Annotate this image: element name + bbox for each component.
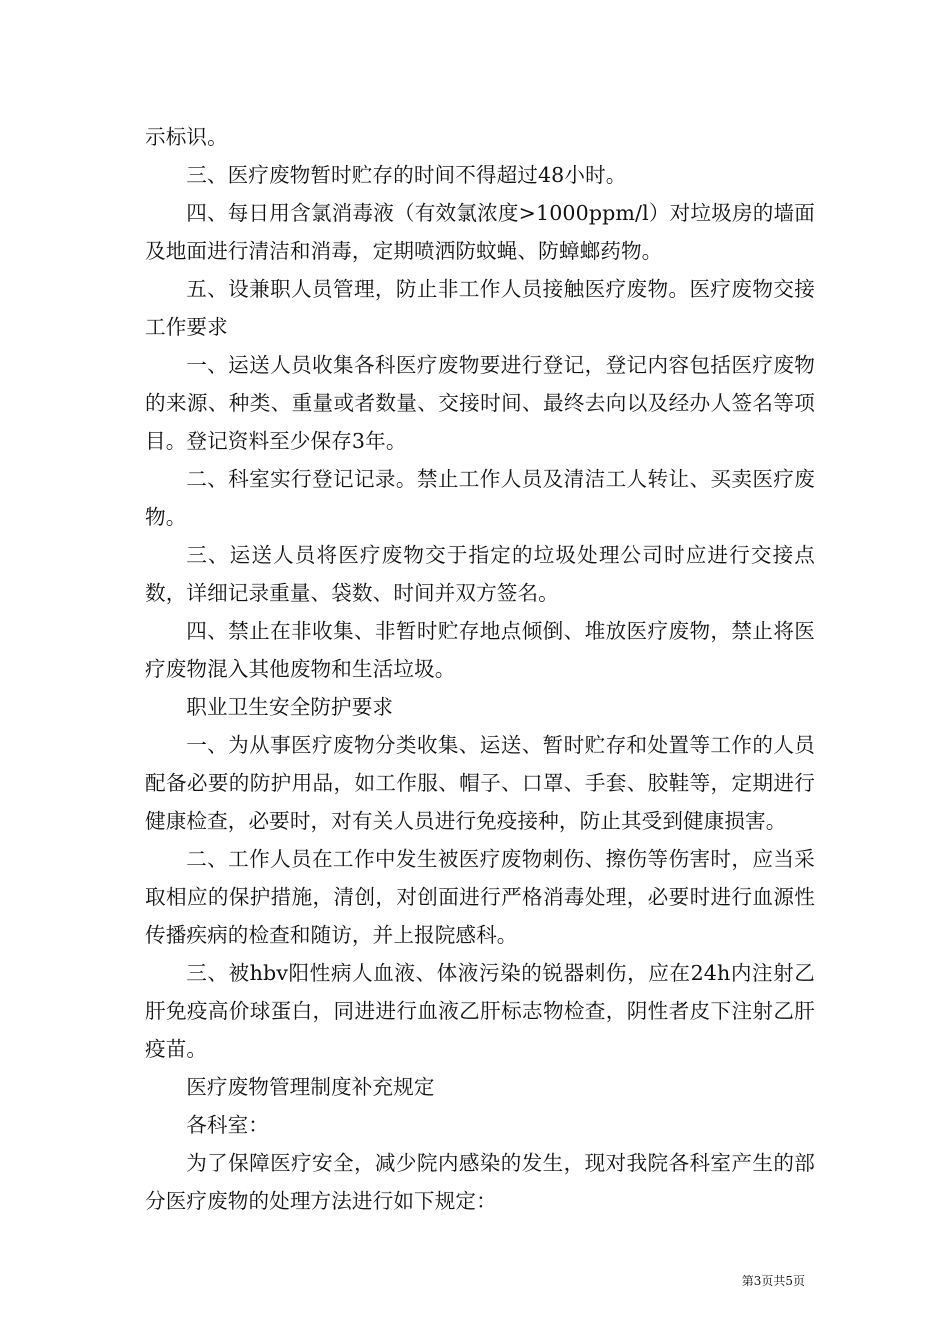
paragraph: 五、设兼职人员管理，防止非工作人员接触医疗废物。医疗废物交接工作要求: [145, 277, 815, 339]
paragraph: 四、每日用含氯消毒液（有效氯浓度>1000ppm/l）对垃圾房的墙面及地面进行清洁和消毒，定期喷洒防蚊蝇、防蟑螂药物。: [145, 201, 815, 263]
paragraph: 示标识。: [145, 125, 228, 149]
salutation: 各科室：: [186, 1113, 269, 1137]
page-number: 第3页共5页: [741, 1274, 805, 1288]
section-heading: 医疗废物管理制度补充规定: [186, 1075, 435, 1099]
document-body: [145, 118, 815, 1220]
paragraph: 三、医疗废物暂时贮存的时间不得超过48小时。: [186, 163, 627, 187]
paragraph: 四、禁止在非收集、非暂时贮存地点倾倒、堆放医疗废物，禁止将医疗废物混入其他废物和生活垃圾。: [145, 619, 815, 681]
paragraph: 二、工作人员在工作中发生被医疗废物刺伤、擦伤等伤害时，应当采取相应的保护措施，清创，对创面进行严格消毒处理，必要时进行血源性传播疾病的检查和随访，并上报院感科。: [145, 847, 815, 947]
paragraph: 为了保障医疗安全，减少院内感染的发生，现对我院各科室产生的部分医疗废物的处理方法进行如下规定：: [145, 1151, 815, 1213]
paragraph: 二、科室实行登记记录。禁止工作人员及清洁工人转让、买卖医疗废物。: [145, 467, 815, 529]
paragraph: 一、为从事医疗废物分类收集、运送、暂时贮存和处置等工作的人员配备必要的防护用品，如工作服、帽子、口罩、手套、胶鞋等，定期进行健康检查，必要时，对有关人员进行免疫接种，防止其受到健康损害。: [145, 733, 815, 833]
paragraph: 一、运送人员收集各科医疗废物要进行登记，登记内容包括医疗废物的来源、种类、重量或者数量、交接时间、最终去向以及经办人签名等项目。登记资料至少保存3年。: [145, 353, 815, 453]
section-heading: 职业卫生安全防护要求: [186, 695, 394, 719]
paragraph: 三、被hbv阳性病人血液、体液污染的锐器刺伤，应在24h内注射乙肝免疫高价球蛋白，同进进行血液乙肝标志物检查，阴性者皮下注射乙肝疫苗。: [145, 961, 815, 1061]
paragraph: 三、运送人员将医疗废物交于指定的垃圾处理公司时应进行交接点数，详细记录重量、袋数、时间并双方签名。: [145, 543, 815, 605]
